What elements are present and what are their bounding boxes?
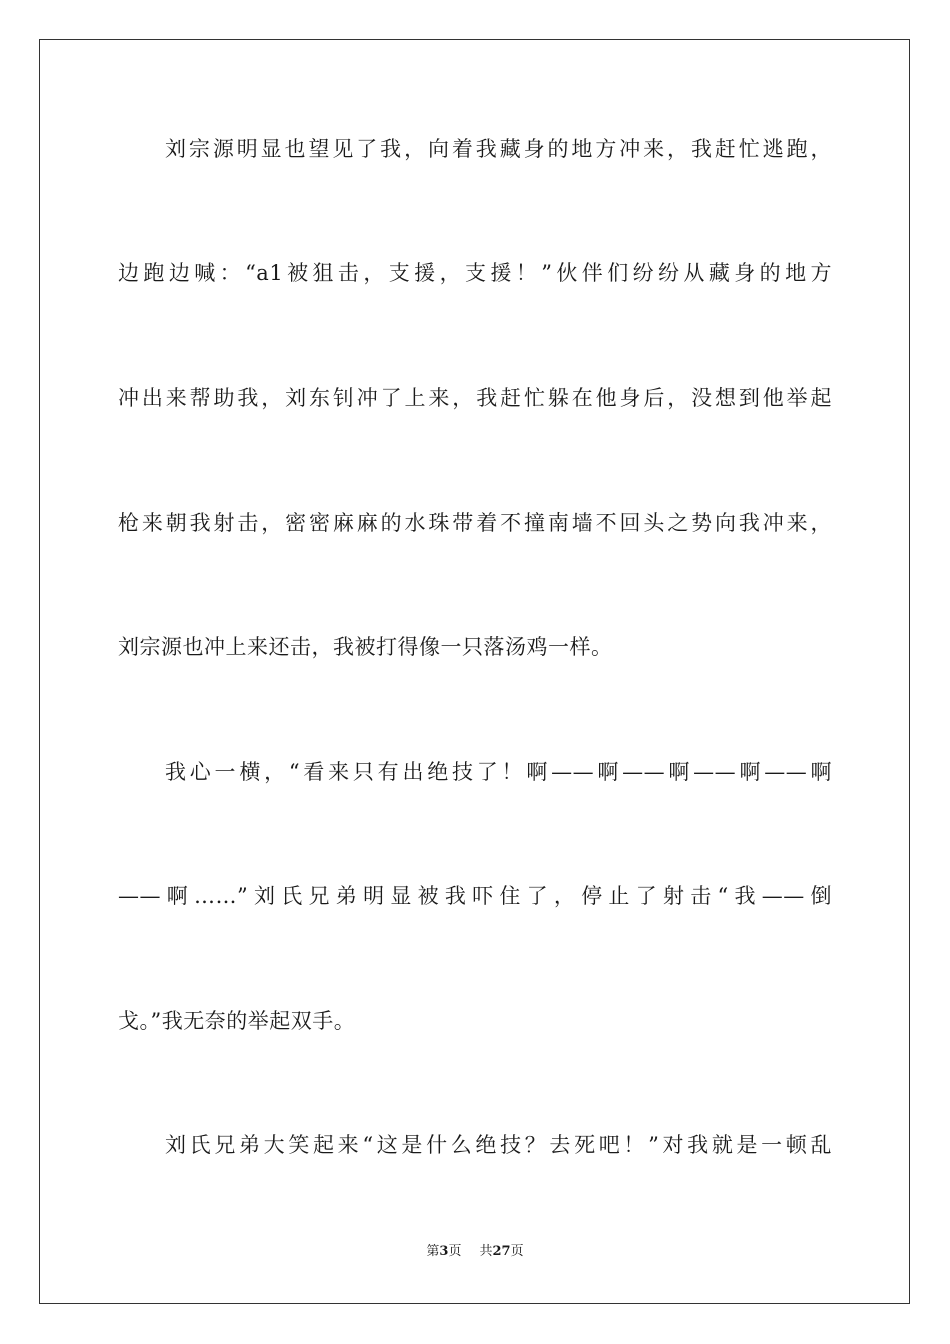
paragraph-line: 我心一横，“看来只有出绝技了！啊——啊——啊——啊——啊 [165,760,832,784]
total-suffix: 页 [510,1244,524,1259]
total-pages: 27 [492,1244,511,1259]
page-suffix: 页 [448,1244,462,1259]
page-footer [0,1242,950,1262]
paragraph-line: 刘宗源也冲上来还击，我被打得像一只落汤鸡一样。 [118,635,613,659]
paragraph-line: 冲出来帮助我，刘东钊冲了上来，我赶忙躲在他身后，没想到他举起 [118,386,832,410]
paragraph-line: 刘宗源明显也望见了我，向着我藏身的地方冲来，我赶忙逃跑， [165,137,832,161]
paragraph-line: ——啊……”刘氏兄弟明显被我吓住了，停止了射击“我——倒 [118,884,832,908]
paragraph-line: 刘氏兄弟大笑起来“这是什么绝技？去死吧！”对我就是一顿乱 [165,1133,832,1157]
page-prefix: 第 [426,1244,440,1259]
page-number: 3 [439,1244,449,1259]
paragraph-line: 边跑边喊：“a1被狙击，支援，支援！”伙伴们纷纷从藏身的地方 [118,261,832,285]
paragraph-line: 枪来朝我射击，密密麻麻的水珠带着不撞南墙不回头之势向我冲来， [118,511,832,535]
total-prefix: 共 [479,1244,493,1259]
paragraph-line: 戈。”我无奈的举起双手。 [118,1009,356,1033]
page-border [39,39,910,1304]
